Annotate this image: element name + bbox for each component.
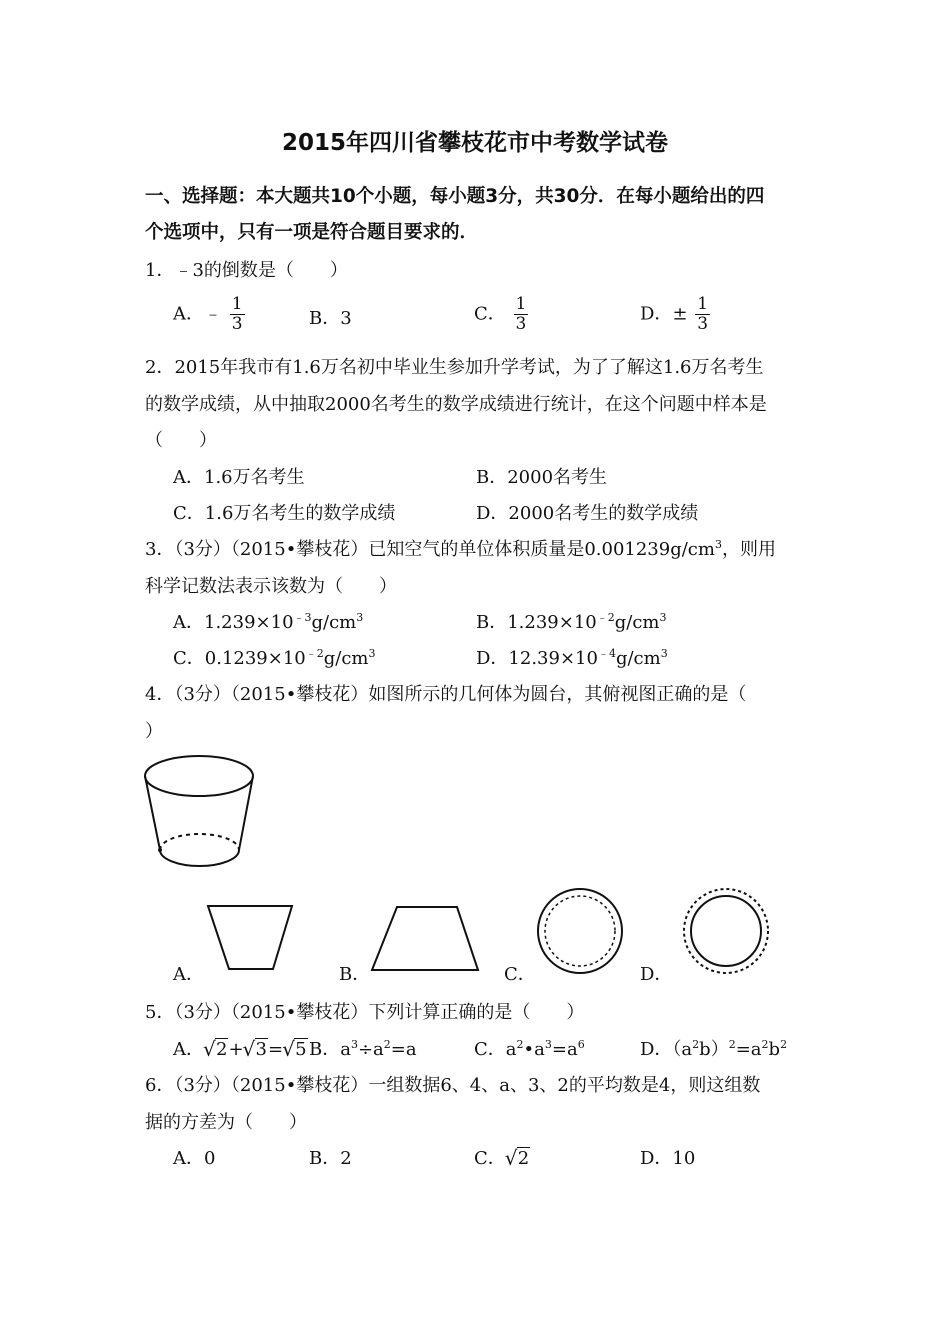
q1-stem: 1．﹣3的倒数是（ ） <box>145 260 348 281</box>
q3-option-d: D．$12.39\times 10^{﹣4}g/cm^3$ <box>476 647 668 669</box>
frustum-figure <box>140 750 260 880</box>
q2-line1: 2．2015年我市有1.6万名初中毕业生参加升学考试，为了了解这1.6万名考生 <box>145 357 764 378</box>
q2-line3: （ ） <box>145 430 217 451</box>
q2-option-c: C．1.6万名考生的数学成绩 <box>173 503 396 524</box>
q3-option-c: C．$0.1239\times 10^{﹣2}g/cm^3$ <box>173 647 376 669</box>
section-heading-line1: 一、选择题：本大题共10个小题，每小题3分，共30分．在每小题给出的四 <box>145 186 765 207</box>
q4-option-b: B． <box>339 964 371 985</box>
q4-line1: 4．（3分）（2015•攀枝花）如图所示的几何体为圆台，其俯视图正确的是（ <box>145 684 747 705</box>
q4-line2: ） <box>145 721 163 742</box>
q5-option-c: C．$a^2•a^3=a^6$ <box>474 1038 585 1060</box>
q6-line1: 6．（3分）（2015•攀枝花）一组数据6、4、a、3、2的平均数是4，则这组数 <box>145 1075 761 1096</box>
q4-option-a: A． <box>173 964 204 985</box>
q1-option-a: A．﹣ $\frac{1}{3}$ <box>173 294 243 334</box>
q3-option-a: A．$1.239\times 10^{﹣3}g/cm^3$ <box>173 611 364 633</box>
q4-option-b-trapezoid <box>369 904 481 974</box>
q5-option-d: D．$(a^2b)^2=a^2b^2$ <box>640 1038 788 1060</box>
q1-option-d: D．± $\frac{1}{3}$ <box>640 294 709 334</box>
q3-line1: 3．（3分）（2015•攀枝花）已知空气的单位体积质量是$0.001239g/cm^3$，则用 <box>145 538 776 560</box>
page-title: 2015年四川省攀枝花市中考数学试卷 <box>281 130 668 156</box>
q2-option-b: B．2000名考生 <box>476 467 608 488</box>
q4-option-c-circles <box>534 885 626 977</box>
q6-option-b: B．2 <box>309 1148 352 1169</box>
q4-option-d-circles <box>680 885 772 977</box>
q5-stem: 5．（3分）（2015•攀枝花）下列计算正确的是（ ） <box>145 1002 585 1023</box>
q5-option-a: A．√ 2+√ 3=√ 5 <box>173 1035 308 1061</box>
q5-option-b: B．$a^3\div a^2=a$ <box>309 1038 417 1060</box>
q4-option-a-inverted-trapezoid <box>205 903 295 973</box>
q6-option-c: C．√ 2 <box>474 1144 530 1170</box>
q3-line2: 科学记数法表示该数为（ ） <box>145 576 397 597</box>
q4-option-c: C． <box>504 964 536 985</box>
q6-line2: 据的方差为（ ） <box>145 1112 307 1133</box>
q2-option-d: D．2000名考生的数学成绩 <box>476 503 699 524</box>
q6-option-a: A．0 <box>173 1148 216 1169</box>
q1-option-b: B．3 <box>309 308 352 329</box>
q2-option-a: A．1.6万名考生 <box>173 467 305 488</box>
q1-option-c: C． $\frac{1}{3}$ <box>474 294 527 334</box>
q6-option-d: D．10 <box>640 1148 696 1169</box>
section-heading-line2: 个选项中，只有一项是符合题目要求的． <box>145 222 479 243</box>
q2-line2: 的数学成绩，从中抽取2000名考生的数学成绩进行统计，在这个问题中样本是 <box>145 394 767 415</box>
q3-option-b: B．$1.239\times 10^{﹣2}g/cm^3$ <box>476 611 667 633</box>
q4-option-d: D． <box>640 964 673 985</box>
